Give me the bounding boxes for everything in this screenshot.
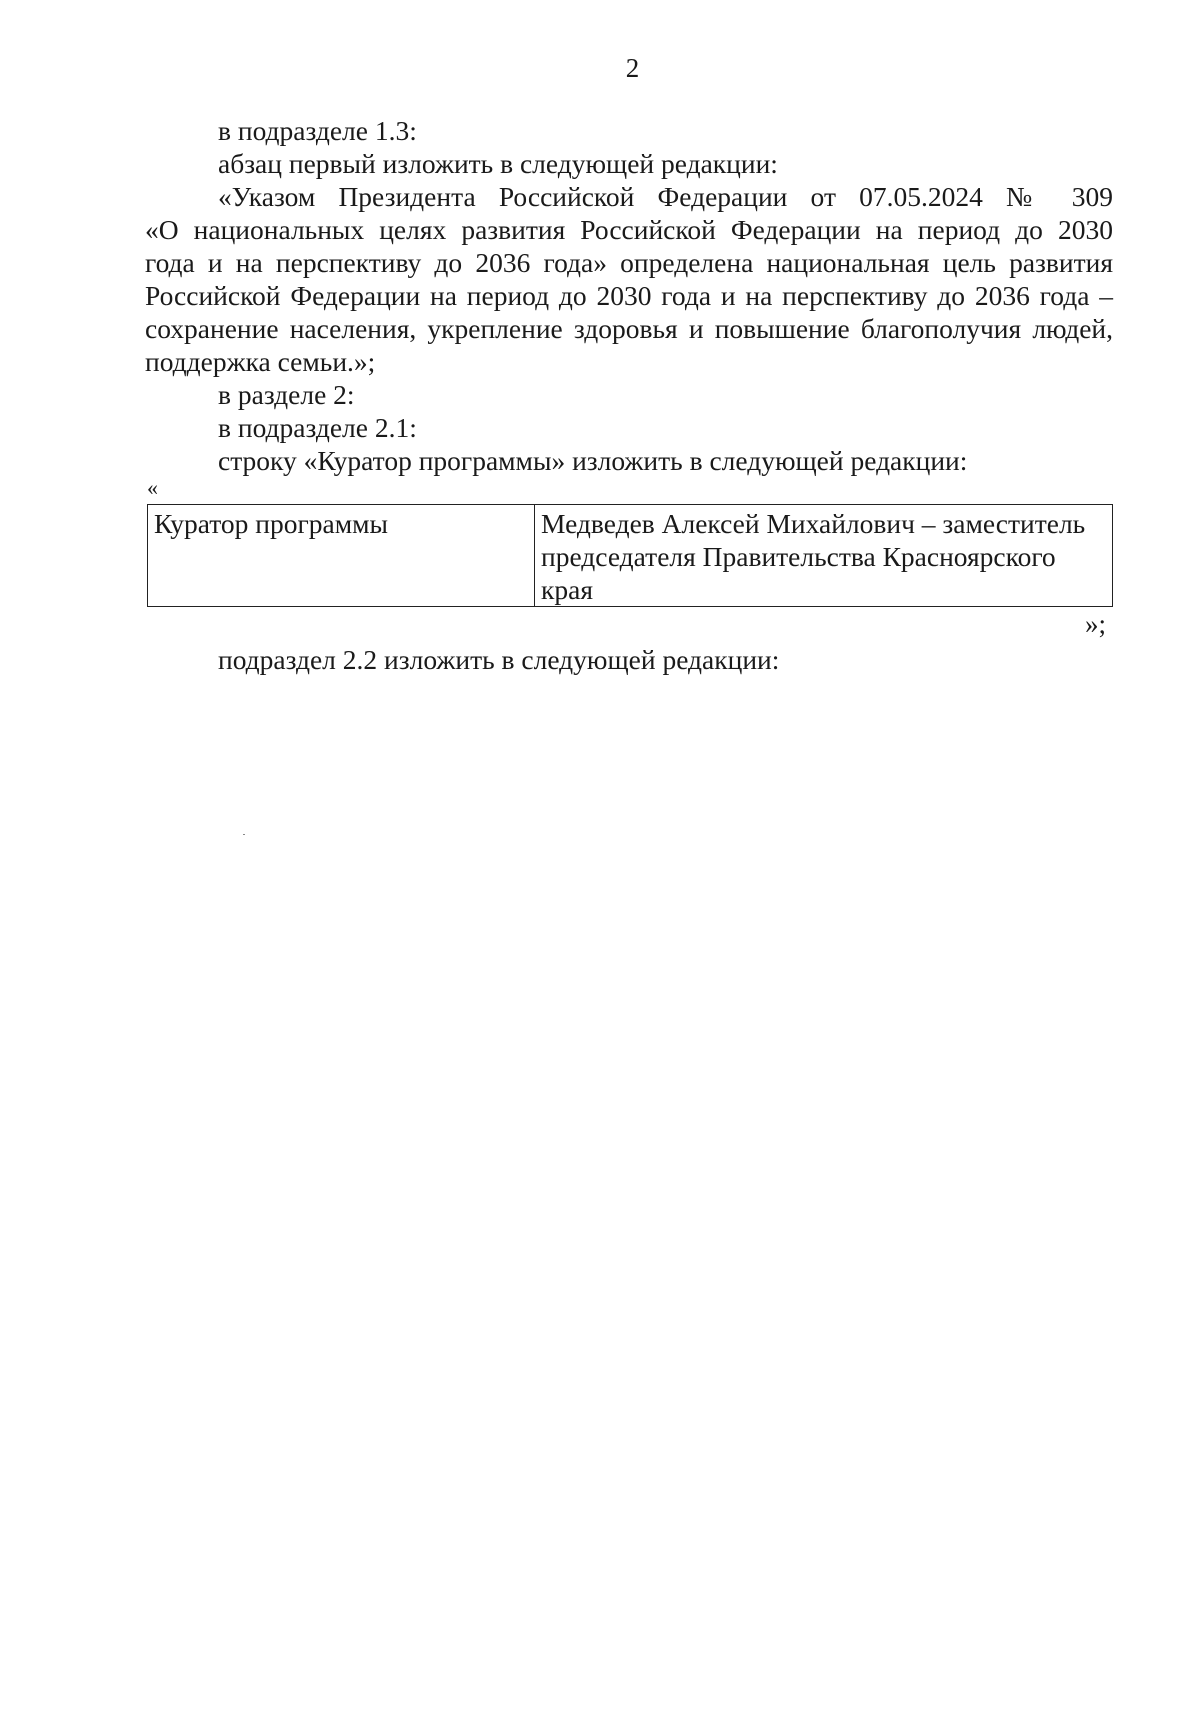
scan-speck — [243, 834, 245, 835]
paragraph-line: в подразделе 1.3: — [218, 115, 417, 146]
quote-line: поддержка семьи.»; — [145, 346, 376, 377]
quote-first-line: «Указом Президента Российской Федерации от 07.05.2024 № 309 — [218, 181, 1113, 212]
page-number: 2 — [625, 53, 640, 83]
table-cell-value: Медведев Алексей Михайлович – заместитель председателя Правительства Красноярского края — [535, 505, 1113, 607]
curator-table — [147, 504, 1113, 607]
paragraph-line: в разделе 2: — [218, 379, 355, 410]
table-open-quote: « — [147, 475, 158, 500]
table-close-quote: »; — [1085, 609, 1107, 639]
table-cell-label: Куратор программы — [148, 505, 535, 607]
quote-line: года и на перспективу до 2036 года» определена национальная цель развития — [145, 247, 1113, 278]
paragraph-line: строку «Куратор программы» изложить в следующей редакции: — [218, 445, 968, 476]
quote-line: Российской Федерации на период до 2030 года и на перспективу до 2036 года – — [145, 280, 1113, 311]
quote-line: «О национальных целях развития Российской Федерации на период до 2030 — [145, 214, 1113, 245]
paragraph-line: абзац первый изложить в следующей редакции: — [218, 148, 778, 179]
table-row — [148, 505, 1113, 607]
body-text — [145, 114, 1113, 477]
quote-line: сохранение населения, укрепление здоровья и повышение благополучия людей, — [145, 313, 1113, 344]
paragraph-line: в подразделе 2.1: — [218, 412, 417, 443]
final-paragraph: подраздел 2.2 изложить в следующей редакции: — [218, 644, 780, 675]
